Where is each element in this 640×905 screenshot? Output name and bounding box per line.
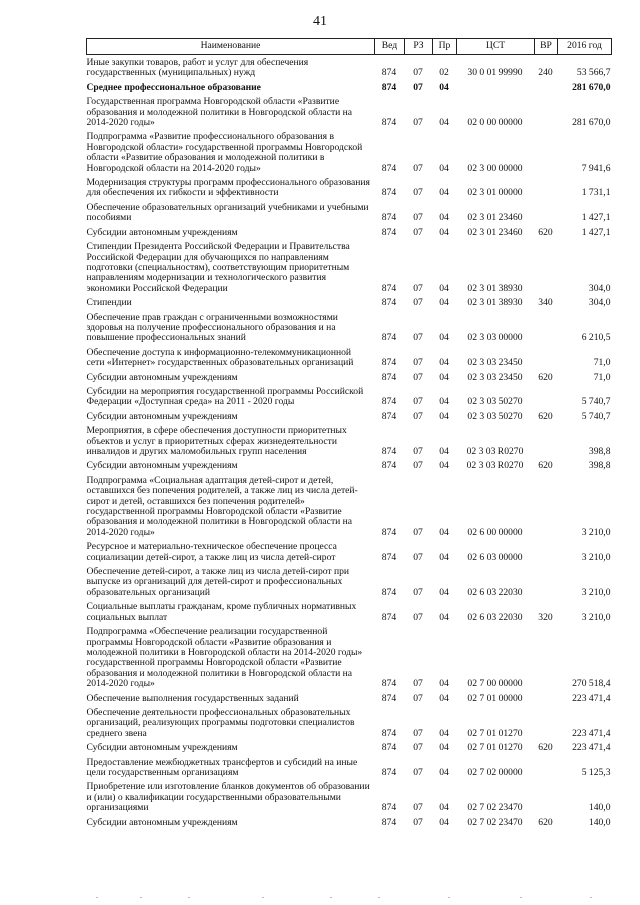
- cell-name: Стипендии Президента Российской Федерации и Правительства Российской Федерации для обучающихся по направлениям подготовки (специальностям), соответствующим приоритетным направлениям модернизации и технологического развития экономики Российской Федерации: [86, 241, 350, 294]
- cell-rz: 07: [413, 678, 423, 690]
- table-body: [87, 55, 612, 830]
- cell-sum: 1 731,1: [581, 187, 611, 199]
- cell-sum: 7 941,6: [581, 162, 611, 174]
- cell-pr: 04: [439, 586, 449, 598]
- cell-pr: 04: [439, 162, 449, 174]
- cell-ved: 874: [381, 727, 397, 739]
- cell-name: Социальные выплаты гражданам, кроме публичных нормативных социальных выплат: [86, 601, 357, 623]
- cell-vr: [535, 200, 558, 225]
- cell-rz: 07: [413, 446, 423, 457]
- cell-cst: 02 3 01 00000: [467, 187, 523, 199]
- cell-ved: 874: [381, 371, 397, 383]
- cell-pr: 04: [439, 460, 449, 472]
- cell-sum: 281 670,0: [572, 81, 611, 93]
- cell-name: Подпрограмма «Развитие профессионального образования в Новгородской области» государственной программы Новгородской области «Развитие образования и молодежной политики в Новгородской области на 2014-2020 годы»: [86, 131, 363, 174]
- cell-rz: 07: [413, 727, 423, 739]
- cell-pr: 04: [439, 766, 449, 778]
- cell-name: Подпрограмма «Обеспечение реализации государственной программы Новгородской области «Развитие образования и молодежной политики в Новгородской области на 2014-2020 годы» государственной программы Новгородской области «Развитие образования и молодежной политики в Новгородской области на 2014-2020 годы»: [86, 626, 363, 690]
- header-name: Наименование: [87, 39, 375, 55]
- cell-pr: 02: [439, 67, 449, 79]
- cell-pr: 04: [439, 187, 449, 199]
- cell-vr: 620: [538, 816, 553, 828]
- cell-ved: 874: [381, 678, 397, 690]
- cell-cst: [457, 80, 535, 94]
- cell-vr: 620: [538, 410, 553, 422]
- cell-name: Модернизация структуры программ профессионального образования для обеспечения их гибкости и эффективности: [86, 177, 370, 199]
- table-row: [87, 624, 612, 690]
- cell-vr: [535, 705, 558, 740]
- cell-ved: 874: [381, 396, 397, 408]
- cell-sum: 53 566,7: [576, 67, 611, 79]
- cell-sum: 3 210,0: [581, 586, 611, 598]
- cell-vr: 240: [538, 67, 553, 79]
- cell-cst: 02 7 01 01270: [467, 742, 523, 754]
- cell-ved: 874: [381, 802, 397, 814]
- cell-pr: 04: [439, 332, 449, 344]
- budget-table: [86, 38, 612, 829]
- cell-cst: 02 3 01 23460: [467, 212, 523, 224]
- table-row: [87, 779, 612, 814]
- cell-cst: 02 7 02 00000: [467, 766, 523, 778]
- table-row: [87, 564, 612, 599]
- cell-rz: 07: [413, 766, 423, 778]
- cell-vr: 340: [538, 297, 553, 309]
- cell-pr: 04: [439, 226, 449, 238]
- cell-name: Обеспечение прав граждан с ограниченными возможностями здоровья на получение профессионального образования и на повышение профессиональных знаний: [86, 311, 338, 344]
- cell-ved: 874: [381, 162, 397, 174]
- cell-sum: 140,0: [588, 802, 611, 814]
- cell-rz: 07: [413, 586, 423, 598]
- header-pr: Пр: [433, 39, 457, 55]
- table-row: [87, 175, 612, 200]
- cell-sum: 3 210,0: [581, 551, 611, 563]
- cell-cst: 02 3 03 50270: [467, 410, 523, 422]
- scan-artifact-line: [0, 897, 640, 905]
- table-row: [87, 295, 612, 309]
- cell-name: Обеспечение выполнения государственных заданий: [86, 692, 299, 704]
- cell-name: Субсидии автономным учреждениям: [86, 226, 238, 238]
- cell-cst: 02 7 01 01270: [467, 727, 523, 739]
- cell-sum: 281 670,0: [572, 117, 611, 129]
- cell-ved: 874: [381, 212, 397, 224]
- cell-pr: 04: [439, 742, 449, 754]
- cell-vr: 320: [538, 611, 553, 623]
- cell-sum: 223 471,4: [572, 692, 611, 704]
- cell-sum: 5 740,7: [581, 410, 611, 422]
- cell-pr: 04: [439, 446, 449, 457]
- cell-vr: [535, 129, 558, 175]
- cell-pr: 04: [439, 81, 449, 93]
- cell-ved: 874: [381, 117, 397, 129]
- cell-vr: [535, 779, 558, 814]
- scan-dot: [448, 897, 450, 898]
- cell-rz: 07: [413, 460, 423, 472]
- table-row: [87, 80, 612, 94]
- table-row: [87, 94, 612, 129]
- cell-sum: 398,8: [588, 460, 611, 472]
- table-row: [87, 345, 612, 370]
- scan-dot: [520, 897, 522, 898]
- cell-cst: 02 7 02 23470: [467, 816, 523, 828]
- cell-ved: 874: [381, 332, 397, 344]
- cell-cst: 02 3 03 R0270: [466, 460, 524, 472]
- cell-pr: 04: [439, 282, 449, 294]
- cell-ved: 874: [381, 357, 397, 369]
- cell-pr: 04: [439, 297, 449, 309]
- cell-rz: 07: [413, 117, 423, 129]
- cell-pr: 04: [439, 371, 449, 383]
- cell-pr: 04: [439, 816, 449, 828]
- cell-rz: 07: [413, 551, 423, 563]
- cell-cst: 02 6 03 22030: [467, 611, 523, 623]
- cell-cst: 02 0 00 00000: [467, 117, 523, 129]
- cell-pr: 04: [439, 357, 449, 369]
- table-row: [87, 370, 612, 384]
- cell-cst: 02 7 00 00000: [467, 678, 523, 690]
- cell-name: Мероприятия, в сфере обеспечения доступности приоритетных объектов и услуг в приоритетных сферах жизнедеятельности инвалидов и других маломобильных групп населения: [86, 425, 347, 457]
- cell-ved: 874: [381, 551, 397, 563]
- cell-sum: 304,0: [588, 297, 611, 309]
- cell-vr: 620: [538, 460, 553, 472]
- cell-name: Подпрограмма «Социальная адаптация детей-сирот и детей, оставшихся без попечения родителей, а также лиц из числа детей-сирот и детей, оставшихся без попечения родителей» государственной программы Новгородской области «Развитие образования и молодежной политики в Новгородской области на 2014-2020 годы»: [86, 474, 358, 538]
- cell-rz: 07: [413, 410, 423, 422]
- cell-pr: 04: [439, 396, 449, 408]
- cell-cst: 02 6 03 22030: [467, 586, 523, 598]
- cell-rz: 07: [413, 282, 423, 294]
- header-ved: Вед: [375, 39, 405, 55]
- cell-cst: 02 3 03 23450: [467, 371, 523, 383]
- cell-vr: [535, 310, 558, 345]
- cell-pr: 04: [439, 117, 449, 129]
- cell-sum: 3 210,0: [581, 611, 611, 623]
- cell-vr: [535, 755, 558, 780]
- cell-name: Ресурсное и материально-техническое обеспечение процесса социализации детей-сирот, а также лиц из числа детей-сирот: [86, 541, 337, 563]
- cell-rz: 07: [413, 371, 423, 383]
- cell-rz: 07: [413, 187, 423, 199]
- cell-name: Субсидии автономным учреждениям: [86, 371, 238, 383]
- cell-name: Обеспечение доступа к информационно-телекоммуникационной сети «Интернет» государственных образовательных организаций: [86, 346, 354, 369]
- cell-rz: 07: [413, 226, 423, 238]
- cell-cst: 02 3 03 00000: [467, 332, 523, 344]
- table-row: [87, 384, 612, 409]
- cell-name: Обеспечение детей-сирот, а также лиц из числа детей-сирот при выпуске из организаций для детей-сирот и профессиональных образовательных организаций: [86, 566, 350, 598]
- cell-ved: 874: [381, 410, 397, 422]
- cell-rz: 07: [413, 81, 423, 93]
- scan-dot: [96, 897, 98, 898]
- cell-rz: 07: [413, 332, 423, 344]
- cell-pr: 04: [439, 212, 449, 224]
- cell-pr: 04: [439, 692, 449, 704]
- cell-ved: 874: [381, 526, 397, 538]
- cell-cst: 02 3 00 00000: [467, 162, 523, 174]
- cell-vr: [535, 473, 558, 539]
- cell-cst: 02 7 02 23470: [467, 802, 523, 814]
- cell-name: Предоставление межбюджетных трансфертов и субсидий на иные цели государственным организациям: [86, 756, 358, 778]
- cell-ved: 874: [381, 187, 397, 199]
- cell-vr: [535, 345, 558, 370]
- cell-ved: 874: [381, 816, 397, 828]
- scan-dot: [140, 897, 142, 898]
- cell-vr: [535, 175, 558, 200]
- table-row: [87, 755, 612, 780]
- cell-vr: 620: [538, 742, 553, 754]
- cell-vr: [535, 539, 558, 564]
- cell-sum: 6 210,5: [581, 332, 611, 344]
- cell-rz: 07: [413, 802, 423, 814]
- cell-rz: 07: [413, 816, 423, 828]
- cell-vr: [535, 423, 558, 458]
- cell-vr: [535, 624, 558, 690]
- table-row: [87, 200, 612, 225]
- table-row: [87, 815, 612, 829]
- table-header-row: [87, 39, 612, 55]
- cell-vr: [535, 384, 558, 409]
- cell-sum: 3 210,0: [581, 526, 611, 538]
- cell-pr: 04: [439, 551, 449, 563]
- scan-dot: [378, 897, 380, 898]
- cell-cst: 30 0 01 99990: [467, 67, 523, 79]
- cell-name: Иные закупки товаров, работ и услуг для обеспечения государственных (муниципальных) нужд: [86, 57, 309, 79]
- cell-ved: 874: [381, 226, 397, 238]
- cell-name: Субсидии автономным учреждениям: [86, 410, 238, 422]
- cell-cst: 02 3 03 50270: [467, 396, 523, 408]
- cell-sum: 5 740,7: [581, 396, 611, 408]
- cell-name: Субсидии на мероприятия государственной программы Российской Федерации «Доступная среда» на 2011 - 2020 годы: [86, 385, 364, 408]
- cell-sum: 5 125,3: [581, 766, 611, 778]
- cell-pr: 04: [439, 410, 449, 422]
- cell-ved: 874: [381, 446, 397, 457]
- cell-rz: 07: [413, 611, 423, 623]
- header-year: 2016 год: [558, 39, 612, 55]
- header-cst: ЦСТ: [457, 39, 535, 55]
- scan-dot: [330, 897, 332, 898]
- cell-vr: [535, 239, 558, 295]
- cell-sum: 71,0: [593, 371, 611, 383]
- table-row: [87, 691, 612, 705]
- cell-ved: 874: [381, 586, 397, 598]
- table-row: [87, 705, 612, 740]
- cell-pr: 04: [439, 802, 449, 814]
- cell-name: Стипендии: [86, 297, 132, 309]
- cell-vr: [535, 564, 558, 599]
- cell-rz: 07: [413, 162, 423, 174]
- cell-cst: 02 7 01 00000: [467, 692, 523, 704]
- cell-name: Государственная программа Новгородской области «Развитие образования и молодежной политики в Новгородской области на 2014-2020 годы»: [86, 96, 353, 129]
- cell-sum: 270 518,4: [572, 678, 611, 690]
- cell-vr: [535, 94, 558, 129]
- cell-sum: 304,0: [588, 282, 611, 294]
- cell-vr: 620: [538, 371, 553, 383]
- header-rz: РЗ: [405, 39, 433, 55]
- cell-sum: 223 471,4: [572, 742, 611, 754]
- cell-rz: 07: [413, 526, 423, 538]
- table-row: [87, 310, 612, 345]
- cell-name: Обеспечение образовательных организаций учебниками и учебными пособиями: [86, 201, 369, 224]
- table-row: [87, 473, 612, 539]
- cell-ved: 874: [381, 766, 397, 778]
- table-row: [87, 55, 612, 80]
- cell-ved: 874: [381, 282, 397, 294]
- cell-pr: 04: [439, 611, 449, 623]
- cell-rz: 07: [413, 742, 423, 754]
- cell-sum: 223 471,4: [572, 727, 611, 739]
- scan-dot: [262, 897, 264, 898]
- cell-name: Приобретение или изготовление бланков документов об образовании и (или) о квалификации государственными образовательными организациями: [86, 781, 370, 814]
- cell-ved: 874: [381, 81, 397, 93]
- cell-sum: 71,0: [593, 357, 611, 369]
- cell-sum: 1 427,1: [581, 212, 611, 224]
- cell-cst: 02 3 01 23460: [467, 226, 523, 238]
- table-row: [87, 539, 612, 564]
- table-row: [87, 599, 612, 624]
- cell-sum: 140,0: [588, 816, 611, 828]
- cell-name: Субсидии автономным учреждениям: [86, 460, 238, 472]
- cell-name: Субсидии автономным учреждениям: [86, 742, 238, 754]
- cell-pr: 04: [439, 526, 449, 538]
- cell-name: Обеспечение деятельности профессиональных образовательных организаций, реализующих программы подготовки специалистов среднего звена: [86, 706, 355, 739]
- table-row: [87, 239, 612, 295]
- cell-ved: 874: [381, 460, 397, 472]
- cell-cst: 02 6 03 00000: [467, 551, 523, 563]
- cell-ved: 874: [381, 297, 397, 309]
- cell-rz: 07: [413, 357, 423, 369]
- cell-cst: 02 3 01 38930: [467, 282, 523, 294]
- cell-rz: 07: [413, 297, 423, 309]
- scan-dot: [590, 897, 592, 898]
- cell-vr: [535, 80, 558, 94]
- cell-cst: 02 6 00 00000: [467, 526, 523, 538]
- cell-ved: 874: [381, 67, 397, 79]
- table-row: [87, 409, 612, 423]
- cell-cst: 02 3 01 38930: [467, 297, 523, 309]
- cell-name: Субсидии автономным учреждениям: [86, 816, 238, 828]
- cell-vr: 620: [538, 226, 553, 238]
- cell-name: Среднее профессиональное образование: [86, 81, 261, 93]
- page-number: 41: [313, 14, 327, 29]
- cell-cst: 02 3 03 R0270: [466, 446, 524, 457]
- cell-ved: 874: [381, 742, 397, 754]
- cell-rz: 07: [413, 692, 423, 704]
- cell-vr: [535, 691, 558, 705]
- header-vr: ВР: [535, 39, 558, 55]
- cell-sum: 1 427,1: [581, 226, 611, 238]
- cell-rz: 07: [413, 212, 423, 224]
- cell-rz: 07: [413, 396, 423, 408]
- cell-pr: 04: [439, 678, 449, 690]
- table-row: [87, 225, 612, 239]
- cell-cst: 02 3 03 23450: [467, 357, 523, 369]
- cell-sum: 398,8: [588, 446, 611, 457]
- table-row: [87, 458, 612, 472]
- cell-pr: 04: [439, 727, 449, 739]
- table-row: [87, 423, 612, 458]
- table-row: [87, 740, 612, 754]
- scan-dot: [188, 897, 190, 898]
- cell-ved: 874: [381, 611, 397, 623]
- cell-rz: 07: [413, 67, 423, 79]
- table-row: [87, 129, 612, 175]
- cell-ved: 874: [381, 692, 397, 704]
